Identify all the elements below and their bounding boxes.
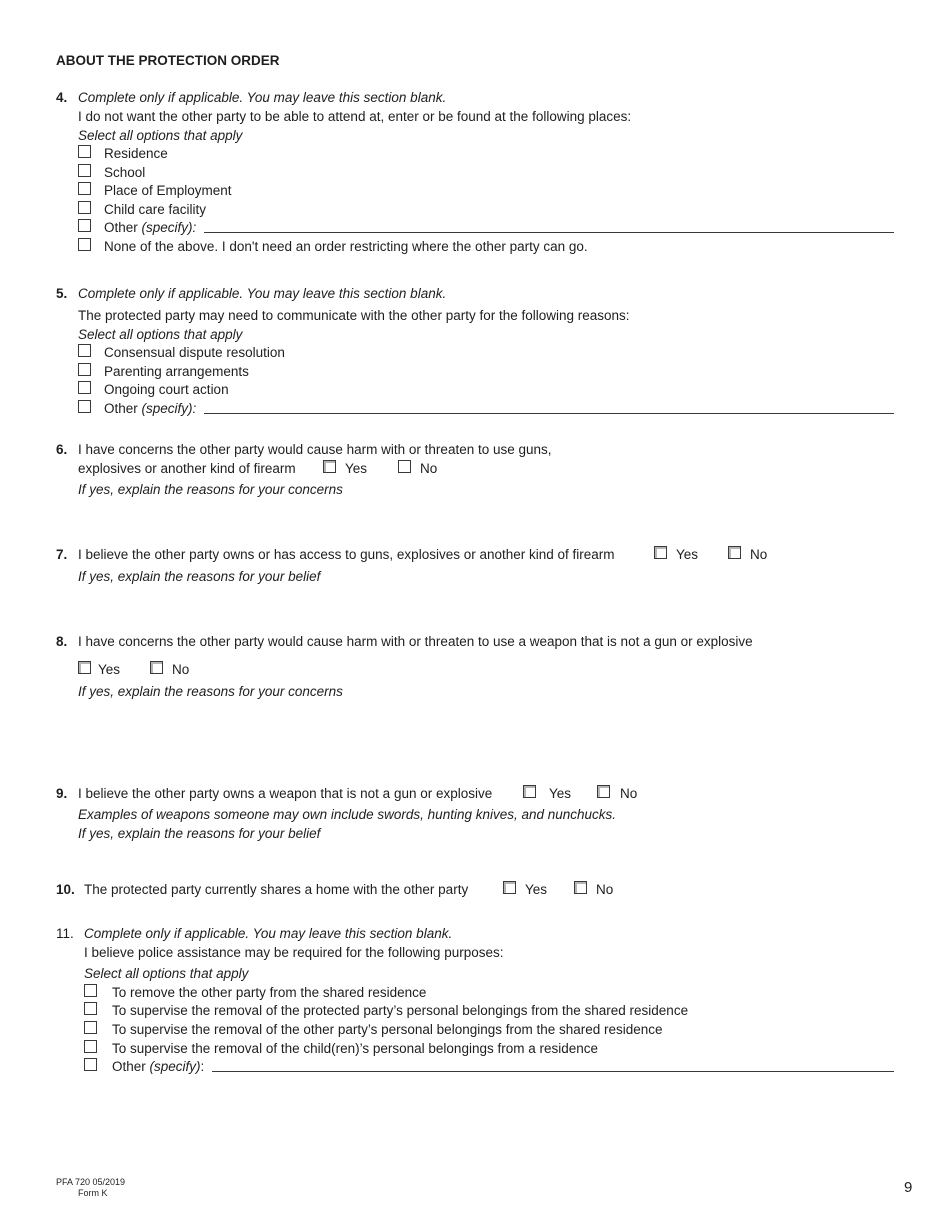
q10-number: 10.: [56, 882, 75, 897]
q4-other-input-line[interactable]: [204, 232, 894, 233]
q4-other-label: [104, 220, 196, 236]
q5-select-hint: Select all options that apply: [78, 327, 243, 342]
q8-no-label: No: [172, 662, 190, 677]
q4-school-label: School: [104, 165, 146, 180]
q4-employment-label: Place of Employment: [104, 183, 232, 198]
q11-other-input-line[interactable]: [212, 1071, 894, 1072]
q11-protected-belongings-label: To supervise the removal of the protected party’s personal belongings from the shared residence: [112, 1003, 689, 1018]
q10-question: The protected party currently shares a home with the other party: [84, 882, 469, 897]
q9-number: 9.: [56, 786, 68, 801]
q7-yes-checkbox[interactable]: [654, 546, 667, 559]
q5-dispute-label: Consensual dispute resolution: [104, 345, 285, 360]
q8-yes-label: Yes: [98, 662, 121, 677]
q8-explain: If yes, explain the reasons for your concerns: [78, 684, 343, 699]
q4-other-checkbox[interactable]: [78, 219, 91, 232]
q6-no-checkbox[interactable]: [398, 460, 411, 473]
q7-number: 7.: [56, 547, 68, 562]
q11-children-belongings-checkbox[interactable]: [84, 1040, 97, 1053]
q11-number: 11.: [56, 926, 74, 941]
q7-question: I believe the other party owns or has access to guns, explosives or another kind of firearm: [78, 547, 615, 562]
q6-line2: explosives or another kind of firearm: [78, 461, 296, 476]
q8-yes-checkbox[interactable]: [78, 661, 91, 674]
q7-no-label: No: [750, 547, 768, 562]
q5-number: 5.: [56, 286, 68, 301]
q4-other-specify: (specify):: [141, 220, 197, 235]
q4-school-checkbox[interactable]: [78, 164, 91, 177]
q5-parenting-checkbox[interactable]: [78, 363, 91, 376]
section-title: ABOUT THE PROTECTION ORDER: [56, 53, 280, 68]
q4-employment-checkbox[interactable]: [78, 182, 91, 195]
q5-note: Complete only if applicable. You may leave this section blank.: [78, 286, 447, 301]
q11-remove-party-checkbox[interactable]: [84, 984, 97, 997]
q8-number: 8.: [56, 634, 68, 649]
q10-yes-label: Yes: [525, 882, 548, 897]
page-number: 9: [904, 1179, 913, 1196]
q6-explain: If yes, explain the reasons for your concerns: [78, 482, 343, 497]
q11-other-label: [112, 1059, 204, 1075]
q11-question: I believe police assistance may be required for the following purposes:: [84, 945, 504, 960]
q11-other-text: Other: [112, 1059, 146, 1074]
q11-other-belongings-checkbox[interactable]: [84, 1021, 97, 1034]
q10-no-label: No: [596, 882, 614, 897]
q11-other-belongings-label: To supervise the removal of the other party’s personal belongings from the shared residence: [112, 1022, 663, 1037]
q9-question: I believe the other party owns a weapon that is not a gun or explosive: [78, 786, 493, 801]
q4-none-checkbox[interactable]: [78, 238, 91, 251]
q5-other-text: Other: [104, 401, 138, 416]
q6-number: 6.: [56, 442, 68, 457]
q4-none-label: None of the above. I don't need an order restricting where the other party can go.: [104, 239, 588, 254]
q6-yes-label: Yes: [345, 461, 368, 476]
q10-no-checkbox[interactable]: [574, 881, 587, 894]
q5-other-specify: (specify):: [141, 401, 197, 416]
q4-residence-checkbox[interactable]: [78, 145, 91, 158]
q6-no-label: No: [420, 461, 438, 476]
q6-line1: I have concerns the other party would cause harm with or threaten to use guns,: [78, 442, 552, 457]
q7-yes-label: Yes: [676, 547, 699, 562]
footer-form-letter: Form K: [78, 1188, 108, 1198]
q11-protected-belongings-checkbox[interactable]: [84, 1002, 97, 1015]
q11-note: Complete only if applicable. You may leave this section blank.: [84, 926, 453, 941]
q8-question: I have concerns the other party would cause harm with or threaten to use a weapon that is not a gun or explosive: [78, 634, 753, 649]
q5-parenting-label: Parenting arrangements: [104, 364, 249, 379]
q7-no-checkbox[interactable]: [728, 546, 741, 559]
q4-residence-label: Residence: [104, 146, 168, 161]
q11-other-checkbox[interactable]: [84, 1058, 97, 1071]
q9-yes-label: Yes: [549, 786, 572, 801]
q9-yes-checkbox[interactable]: [523, 785, 536, 798]
q4-number: 4.: [56, 90, 68, 105]
q4-childcare-label: Child care facility: [104, 202, 207, 217]
q11-other-specify: (specify): [149, 1059, 201, 1074]
q7-explain: If yes, explain the reasons for your belief: [78, 569, 321, 584]
q9-examples: Examples of weapons someone may own include swords, hunting knives, and nunchucks.: [78, 807, 617, 822]
q6-yes-checkbox[interactable]: [323, 460, 336, 473]
q11-other-colon: :: [200, 1059, 205, 1074]
q4-note: Complete only if applicable. You may leave this section blank.: [78, 90, 447, 105]
q4-childcare-checkbox[interactable]: [78, 201, 91, 214]
q5-other-checkbox[interactable]: [78, 400, 91, 413]
q4-question: I do not want the other party to be able to attend at, enter or be found at the following places:: [78, 109, 632, 124]
q11-select-hint: Select all options that apply: [84, 966, 249, 981]
footer-form-code: PFA 720 05/2019: [56, 1177, 126, 1187]
q9-no-label: No: [620, 786, 638, 801]
q5-other-input-line[interactable]: [204, 413, 894, 414]
q5-other-label: [104, 401, 196, 417]
q5-dispute-checkbox[interactable]: [78, 344, 91, 357]
q4-other-text: Other: [104, 220, 138, 235]
q5-court-label: Ongoing court action: [104, 382, 229, 397]
q9-no-checkbox[interactable]: [597, 785, 610, 798]
q5-question: The protected party may need to communicate with the other party for the following reasons:: [78, 308, 630, 323]
q10-yes-checkbox[interactable]: [503, 881, 516, 894]
q11-children-belongings-label: To supervise the removal of the child(ren)’s personal belongings from a residence: [112, 1041, 599, 1056]
q11-remove-party-label: To remove the other party from the shared residence: [112, 985, 427, 1000]
q4-select-hint: Select all options that apply: [78, 128, 243, 143]
q5-court-checkbox[interactable]: [78, 381, 91, 394]
q9-explain: If yes, explain the reasons for your belief: [78, 826, 321, 841]
q8-no-checkbox[interactable]: [150, 661, 163, 674]
